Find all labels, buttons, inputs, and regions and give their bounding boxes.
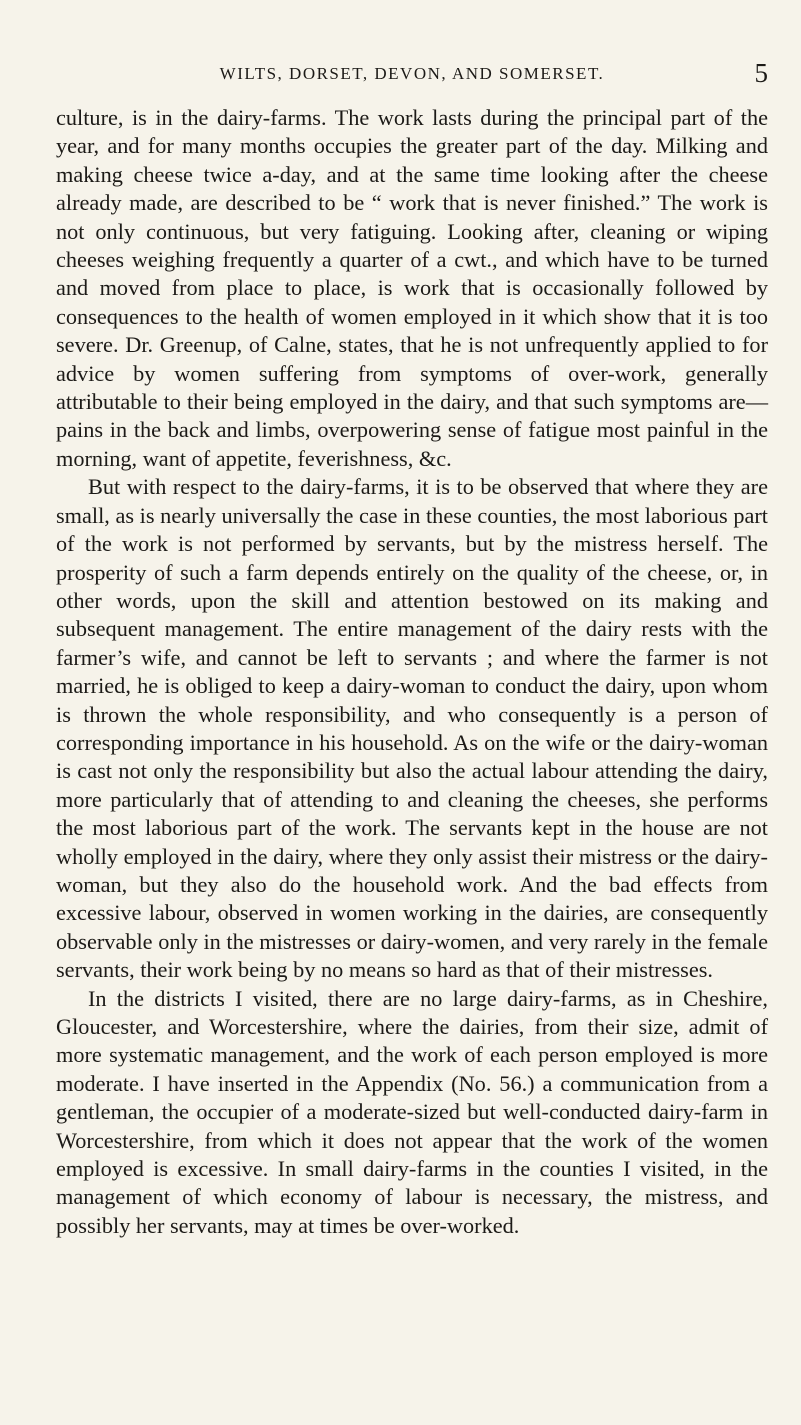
paragraph-dairy-farms: But with respect to the dairy-farms, it is to be observed that where they are small, as is nearly universally the case in these counties, the most laborious part of the work is not performed by servants, but by the mistress herself. The prosperity of such a farm depends entirely on the quality of the cheese, or, in other words, upon the skill and attention bestowed on its making and subsequent management. The entire management of the dairy rests with the farmer’s wife, and cannot be left to servants ; and where the farmer is not married, he is obliged to keep a dairy-woman to conduct the dairy, upon whom is thrown the whole responsibility, and who consequently is a person of corresponding importance in his household. As on the wife or the dairy-woman is cast not only the responsibility but also the actual labour attending the dairy, more particularly that of attending to and cleaning the cheeses, she performs the most laborious part of the work. The servants kept in the house are not wholly employed in the dairy, where they only assist their mistress or the dairy-woman, but they also do the household work. And the bad effects from excessive labour, observed in women working in the dairies, are consequently observable only in the mistresses or dairy-women, and very rarely in the female servants, their work being by no means so hard as that of their mistresses. (56, 474, 768, 983)
paragraph-districts: In the districts I visited, there are no large dairy-farms, as in Cheshire, Gloucester, and Worcestershire, where the dairies, from their size, admit of more systematic management, and the work of each person employed is more moderate. I have inserted in the Appendix (No. 56.) a communication from a gentleman, the occupier of a moderate-sized but well-conducted dairy-farm in Worcestershire, from which it does not appear that the work of the women employed is excessive. In small dairy-farms in the counties I visited, in the management of which economy of labour is necessary, the mistress, and possibly her servants, may at times be over-worked. (56, 985, 768, 1238)
paragraph-continued: culture, is in the dairy-farms. The work lasts during the principal part of the year, and for many months occupies the greater part of the day. Milking and making cheese twice a-day, and at the same time looking after the cheese already made, are described to be “ work that is never finished.” The work is not only continuous, but very fatiguing. Looking after, cleaning or wiping cheeses weighing frequently a quarter of a cwt., and which have to be turned and moved from place to place, is work that is occasionally followed by consequences to the health of women employed in it which show that it is too severe. Dr. Greenup, of Calne, states, that he is not unfrequently applied to for advice by women suffering from symptoms of over-work, generally attributable to their being employed in the dairy, and that such symptoms are— pains in the back and limbs, overpowering sense of fatigue most painful in the morning, want of appetite, feverishness, &c. (56, 105, 768, 471)
page-number: 5 (754, 58, 768, 88)
running-head (56, 58, 768, 88)
running-head-title: WILTS, DORSET, DEVON, AND SOMERSET. (219, 64, 605, 83)
body-text (56, 104, 768, 1240)
